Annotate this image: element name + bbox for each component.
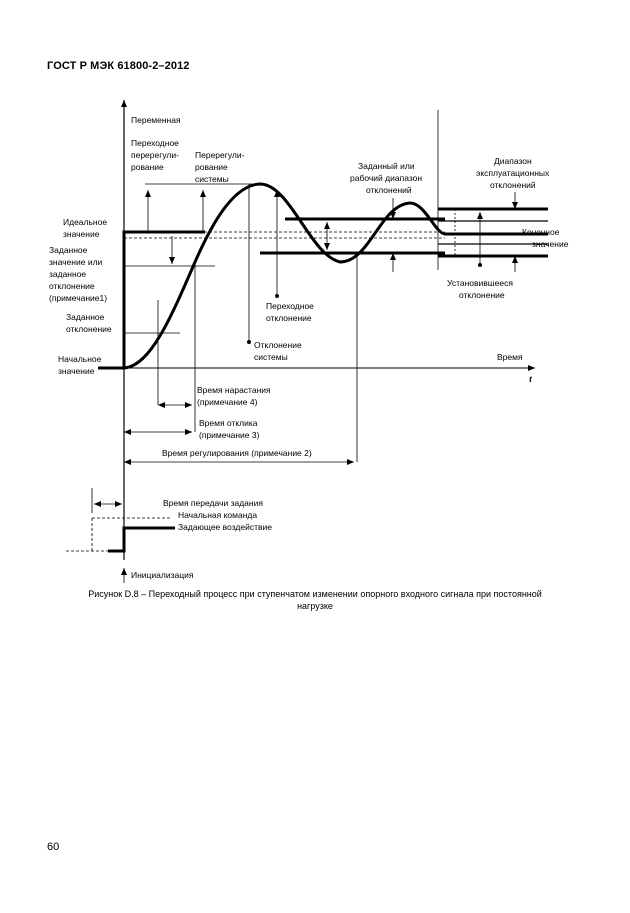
label-overshoot-reg-3: рование xyxy=(131,162,164,172)
label-time: Время xyxy=(497,352,523,362)
figure-caption-line1: Рисунок D.8 – Переходный процесс при ступенчатом изменении опорного входного сигнала при постоянной xyxy=(88,589,542,599)
label-set-band-1: Заданный или xyxy=(358,161,415,171)
figure-caption xyxy=(40,588,590,612)
label-steady-dev-2: отклонение xyxy=(459,290,505,300)
label-overshoot-sys-2: рование xyxy=(195,162,228,172)
label-set-band-3: отклонений xyxy=(366,185,412,195)
figure-caption-line2: нагрузке xyxy=(297,601,333,611)
label-set-value-5: (примечание1) xyxy=(49,293,108,303)
label-overshoot-reg-1: Переходное xyxy=(131,138,179,148)
label-rise-2: (примечание 4) xyxy=(197,397,258,407)
label-initial-2: значение xyxy=(58,366,95,376)
label-transient-dev-1: Переходное xyxy=(266,301,314,311)
label-final-2: значение xyxy=(532,239,569,249)
label-response-2: (примечание 3) xyxy=(199,430,260,440)
label-op-band-1: Диапазон xyxy=(494,156,532,166)
response-curve xyxy=(124,184,548,368)
label-ideal-1: Идеальное xyxy=(63,217,108,227)
label-transfer: Время передачи задания xyxy=(163,498,263,508)
label-set-band-2: рабочий диапазон xyxy=(350,173,423,183)
label-op-band-2: эксплуатационных xyxy=(476,168,550,178)
label-initial-1: Начальное xyxy=(58,354,102,364)
label-set-value-1: Заданное xyxy=(49,245,88,255)
label-t: t xyxy=(529,374,532,384)
label-overshoot-sys-3: системы xyxy=(195,174,229,184)
label-ideal-2: значение xyxy=(63,229,100,239)
label-settling: Время регулирования (примечание 2) xyxy=(162,448,312,458)
label-sys-dev-1: Отклонение xyxy=(254,340,302,350)
document-header: ГОСТ Р МЭК 61800-2–2012 xyxy=(47,60,190,72)
label-overshoot-reg-2: перерегули- xyxy=(131,150,179,160)
label-variable: Переменная xyxy=(131,115,181,125)
label-transient-dev-2: отклонение xyxy=(266,313,312,323)
label-driving-action: Задающее воздействие xyxy=(178,522,272,532)
label-steady-dev-1: Установившееся xyxy=(447,278,513,288)
ideal-step-line xyxy=(124,232,205,368)
label-set-dev-2: отклонение xyxy=(66,324,112,334)
label-final-1: Конечное xyxy=(522,227,560,237)
label-response-1: Время отклика xyxy=(199,418,258,428)
label-set-value-3: заданное xyxy=(49,269,87,279)
label-overshoot-sys-1: Перерегули- xyxy=(195,150,245,160)
label-set-value-2: значение или xyxy=(49,257,103,267)
driving-action-step xyxy=(108,528,175,551)
label-initialization: Инициализация xyxy=(131,570,194,580)
label-set-value-4: отклонение xyxy=(49,281,95,291)
label-set-dev-1: Заданное xyxy=(66,312,105,322)
label-rise-1: Время нарастания xyxy=(197,385,271,395)
label-op-band-3: отклонений xyxy=(490,180,536,190)
label-sys-dev-2: системы xyxy=(254,352,288,362)
label-initial-cmd: Начальная команда xyxy=(178,510,258,520)
page-number: 60 xyxy=(47,841,60,853)
